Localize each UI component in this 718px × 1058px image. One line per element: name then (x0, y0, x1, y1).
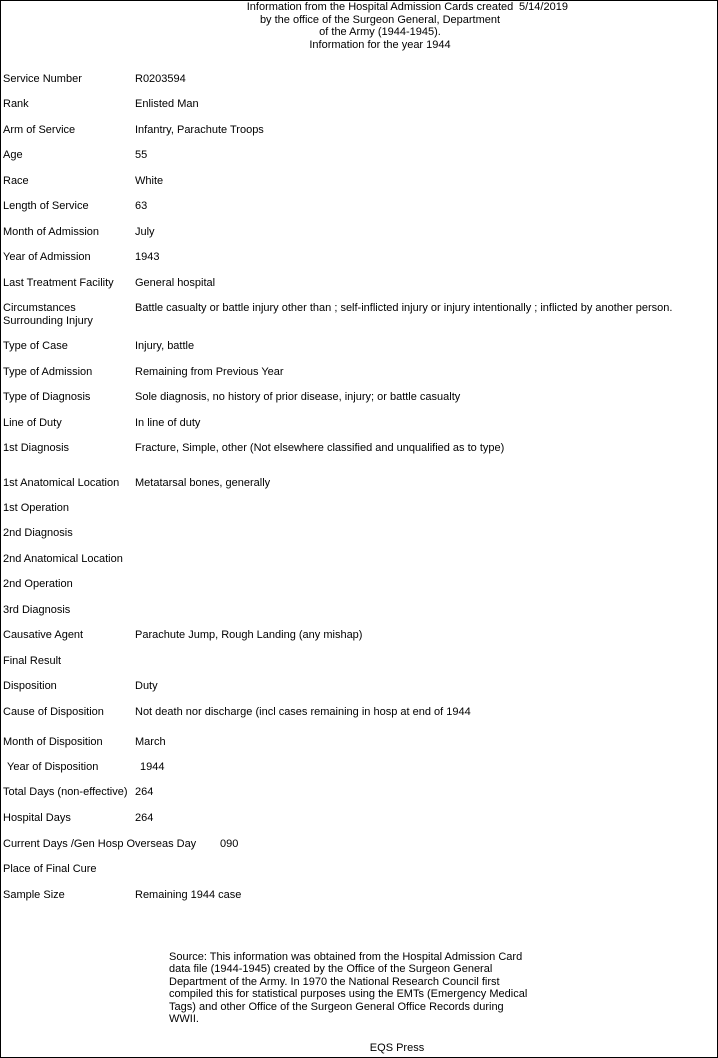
cause-of-disposition-value: Not death nor discharge (incl cases remaining in hosp at end of 1944 (135, 706, 471, 718)
hospital-days-value: 264 (135, 812, 154, 824)
first-operation-label: 1st Operation (3, 502, 70, 514)
month-of-disposition-value: March (135, 736, 166, 748)
length-of-service-value: 63 (135, 200, 148, 212)
circumstances-label (3, 302, 135, 328)
age-label: Age (3, 149, 23, 161)
causative-agent-value: Parachute Jump, Rough Landing (any mishap) (135, 629, 363, 641)
circumstances-value: Battle casualty or battle injury other than ; self-inflicted injury or injury intentionally ; inflicted by another person. (135, 302, 673, 314)
month-of-admission-label: Month of Admission (3, 226, 99, 238)
header-line-2: by the office of the Surgeon General, Department (259, 13, 501, 26)
age-value: 55 (135, 149, 148, 161)
place-of-final-cure-label: Place of Final Cure (3, 863, 97, 875)
total-days-label: Total Days (non-effective) (3, 786, 128, 798)
year-of-disposition-value: 1944 (140, 761, 165, 773)
sample-size-label: Sample Size (3, 889, 65, 901)
cause-of-disposition-label: Cause of Disposition (3, 706, 104, 718)
source-line-6: WWII. (169, 1013, 199, 1026)
arm-of-service-value: Infantry, Parachute Troops (135, 124, 264, 136)
type-of-admission-label: Type of Admission (3, 366, 93, 378)
disposition-label: Disposition (3, 680, 57, 692)
total-days-value: 264 (135, 786, 154, 798)
first-diagnosis-value: Fracture, Simple, other (Not elsewhere classified and unqualified as to type) (135, 442, 505, 454)
arm-of-service-label: Arm of Service (3, 124, 76, 136)
source-line-2: data file (1944-1945) created by the Office of the Surgeon General (169, 963, 493, 976)
rank-label: Rank (3, 98, 29, 110)
report-header (192, 1, 568, 51)
current-days-label: Current Days /Gen Hosp Overseas Day (3, 838, 197, 850)
service-number-label: Service Number (3, 73, 82, 85)
type-of-diagnosis-label: Type of Diagnosis (3, 391, 91, 403)
second-operation-label: 2nd Operation (3, 578, 73, 590)
first-anatomical-location-label: 1st Anatomical Location (3, 477, 120, 489)
sample-size-value: Remaining 1944 case (135, 889, 242, 901)
header-line-4: Information for the year 1944 (309, 38, 451, 51)
line-of-duty-label: Line of Duty (3, 417, 62, 429)
report-date: 5/14/2019 (519, 1, 568, 13)
last-treatment-facility-label: Last Treatment Facility (3, 277, 114, 289)
type-of-case-value: Injury, battle (135, 340, 195, 352)
source-note (169, 951, 549, 1025)
source-line-5: Tags) and other Office of the Surgeon General Office Records during (169, 1000, 504, 1013)
source-line-4: compiled this for statistical purposes using the EMTs (Emergency Medical (169, 988, 528, 1001)
current-days-value: 090 (220, 838, 239, 850)
service-number-value: R0203594 (135, 73, 186, 85)
month-of-disposition-label: Month of Disposition (3, 736, 103, 748)
header-line-3: of the Army (1944-1945). (319, 26, 441, 38)
footer-publisher: EQS Press (369, 1042, 425, 1054)
type-of-admission-value: Remaining from Previous Year (135, 366, 284, 378)
race-value: White (135, 175, 164, 187)
hospital-days-label: Hospital Days (3, 812, 71, 824)
race-label: Race (3, 175, 29, 187)
circumstances-label-line-2: Surrounding Injury (3, 315, 93, 327)
circumstances-label-line-1: Circumstances (3, 302, 76, 314)
type-of-diagnosis-value: Sole diagnosis, no history of prior disease, injury; or battle casualty (135, 391, 461, 403)
first-diagnosis-label: 1st Diagnosis (3, 442, 70, 454)
final-result-label: Final Result (3, 655, 62, 667)
year-of-admission-value: 1943 (135, 251, 160, 263)
year-of-disposition-label: Year of Disposition (7, 761, 99, 773)
rank-value: Enlisted Man (135, 98, 199, 110)
last-treatment-facility-value: General hospital (135, 277, 216, 289)
year-of-admission-label: Year of Admission (3, 251, 91, 263)
causative-agent-label: Causative Agent (3, 629, 84, 641)
second-anatomical-location-label: 2nd Anatomical Location (3, 553, 123, 565)
source-line-3: Department of the Army. In 1970 the National Research Council first (169, 975, 500, 988)
line-of-duty-value: In line of duty (135, 417, 201, 429)
disposition-value: Duty (135, 680, 158, 692)
first-anatomical-location-value: Metatarsal bones, generally (135, 477, 271, 489)
third-diagnosis-label: 3rd Diagnosis (3, 604, 71, 616)
header-line-1: Information from the Hospital Admission Cards created (246, 1, 514, 13)
month-of-admission-value: July (135, 226, 155, 238)
type-of-case-label: Type of Case (3, 340, 68, 352)
second-diagnosis-label: 2nd Diagnosis (3, 527, 73, 539)
length-of-service-label: Length of Service (3, 200, 89, 212)
source-line-1: Source: This information was obtained from the Hospital Admission Card (169, 951, 523, 963)
